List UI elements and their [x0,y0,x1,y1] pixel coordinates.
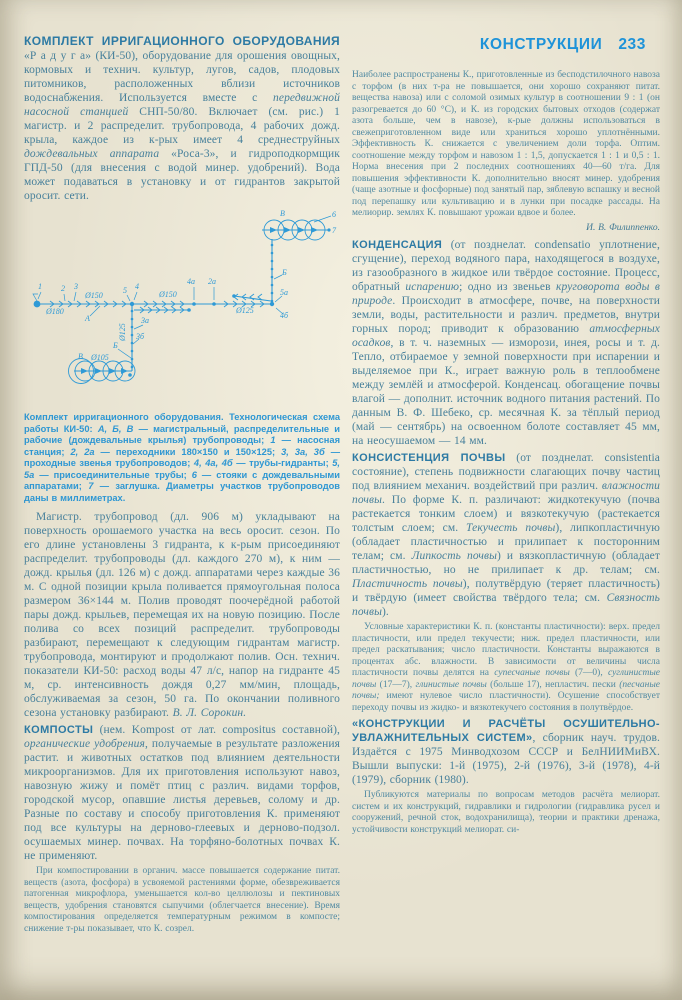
diagram-label-4b: 4б [280,311,289,320]
paragraph-naibolee: Наиболее распространены К., приготовленные из бесподстилочного навоза с торфом (в них т-ра не повышается, они хорошо сохраняют питат. вещества навоза) или с соломой озимых культур в соотношении 9 : 1 (он разогревается до 60 °С), и К. из городских бытовых отходов (содержат азота больше, чем в навозе), к-рые должны использоваться в свежеприготовленном виде или храниться хорошо уплотнёнными. Эффективность К. снижается с увеличением доли торфа. Оптим. соотношение между торфом и навозом 1 : 1,5, допускается 1 : 1 и 0,5 : 1. Норма внесения при 2 последних соотношениях 40—60 т/га. Для повышения эффективности К. дополнительно вносят минер. удобрения (чаще азотные и фосфорные) под занятый пар, зяблевую вспашку и весной под перепашку или культивацию и в лунки при посадке рассады. На мелиорир. землях К. повышают урожаи вдвое и более. [352,70,661,218]
article-kondensaciya: КОНДЕНСАЦИЯ (от позднелат. condensatio уплотнение, сгущение), переход водяного пара, находящегося в воздухе, из газообразного в жидкое или твёрдое состояние. Процесс, обратный испарению; одно из звеньев круговорота воды в природе. Происходит в атмосфере, почве, на поверхности земли, воды, растительности и различ. предметов, внутри горных пород; приводит к образованию атмосферных осадков, в т. ч. наземных — изморози, инея, росы и т. д. Тепло, отбираемое у земной поверхности при испарении и выделяемое при К., играет важную роль в теплообмене между землёй и атмосферой. Конденсац. обогащение почвы влагой — дополнит. источник водного питания растений. По данным В. Ф. Шебеко, ср. месячная К. за тёплый период (май — сентябрь) на освоенном болоте составляет 45 мм, на неосушаемом — 14 мм. [352,239,661,447]
diagram-label-d150-left: Ø150 [85,291,103,300]
running-head [352,36,660,54]
diagram-label-v-upper: В [280,209,285,218]
paragraph-publikuyutsya: Публикуются материалы по вопросам методов расчёта мелиорат. систем и их конструкций, гидравлики и гидрологии (гидравлика русел и сооружений, речной сток, водохранилища), теории и практики дренажа, устойчивости конструкций мелиорат. си- [352,790,660,835]
diagram-label-d125-vert: Ø125 [118,323,127,341]
diagram-label-2a: 2а [208,277,216,286]
diagram-label-v-lower: В [78,352,83,361]
diagram-label-3: 3 [74,282,78,291]
right-column [352,34,660,938]
diagram-label-3b: 3б [136,332,145,341]
diagram-label-d125-main: Ø125 [236,306,254,315]
article-konstrukcii: «КОНСТРУКЦИИ И РАСЧЁТЫ ОСУШИТЕЛЬНО-УВЛАЖНИТЕЛЬНЫХ СИСТЕМ», сборник науч. трудов. Издаётся с 1975 Минводхозом СССР и БелНИИМиВХ. Вышли выпуски: 1-й (1975), 2-й (1976), 3-й (1978), 4-й (1979), сборник (1980). [352,718,660,786]
diagram-label-2: 2 [61,284,65,293]
pump-station-node [34,301,41,308]
diagram-label-pump: 1 [38,282,42,291]
irrigation-diagram [24,209,340,405]
signature-filippenko: И. В. Филиппенко. [586,222,660,233]
diagram-label-7: 7 [332,226,336,235]
page-number: 233 [618,36,646,53]
diagram-label-d150-mid: Ø150 [159,290,177,299]
diagram-label-d180: Ø180 [46,307,64,316]
diagram-label-b-lower: Б [113,341,118,350]
article-komposty: КОМПОСТЫ (нем. Kompost от лат. compositus составной), органические удобрения, получаемые в результате разложения растит. и животных остатков под влиянием деятельности микроорганизмов. Для их приготовления используют навоз, навозную жижу и помёт птиц с различ. видами торфов, городской мусор, опавшие листья деревьев, солому и др. Разные по составу и способу приготовления К. применяют под все культуры на дерново-глеевых и дерново-подзол. осушаемых минер. почвах. На торфяно-болотных почвах К. не применяют. [24,724,340,862]
irrigation-figure [24,209,340,504]
diagram-label-4: 4 [135,282,139,291]
diagram-label-3a: 3а [141,316,149,325]
article-konsistenciya: КОНСИСТЕНЦИЯ ПОЧВЫ (от позднелат. consistentia состояние), степень подвижности слагающих почву частиц под влиянием механич. воздействий при различ. влажности почвы. По форме К. п. различают: жидкотекучую (почва растекается тонким слоем) и вязкотекучую (растекается толстым слоем; см. Текучесть почвы), липкопластичную (обладает пластичностью и прилипает к посторонним телам; см. Липкость почвы) и вязкопластичную (обладает пластичностью, но не прилипает к др. телам; см. Пластичность почвы), полутвёрдую (теряет пластичность) и твёрдую (имеет свойства твёрдого тела; см. Связность почвы). [352,452,660,618]
page-content [24,34,660,938]
diagram-label-4a: 4а [187,277,195,286]
running-head-title: КОНСТРУКЦИИ [479,36,603,53]
paragraph-kompostirovanie: При компостировании в органич. массе повышается содержание питат. веществ (азота, фосфора) в усвояемой растениями форме, обезвреживается патогенная микрофлора, уменьшается кол-во целлюлозы и пектиновых веществ, удобрения становятся сыпучими (облегчается внесение). Время компостирования определяется температурным режимом в компосте; снижение т-ры показывает, что К. созрел. [24,866,340,934]
diagram-label-5a: 5а [280,288,288,297]
paragraph-magistral: Магистр. трубопровод (дл. 906 м) укладывают на поверхность орошаемого участка на весь оросит. сезон. По его длине установлены 3 гидранта, к к-рым присоединяют распределит. трубопроводы (дл. каждого 270 м), к ним — дожд. крылья (дл. 126 м) с дожд. аппаратами через каждые 36 м. С одной позиции крыла поливается прямоугольная полоса размером 36×144 м. Полив проводят поочерёдной работой пары дожд. крыльев, перемещая их на новую позицию. После полива со всех позиций распределит. трубопроводы разбирают, перемещают к следующим гидрантам магистр. трубопровода, монтируют и продолжают полив. Осн. технич. показатели КИ-50: расход воды 47 л/с, напор на гидранте 45 м, ср. интенсивность дождя 0,27 мм/мин, площадь, обслуживаемая за сезон, 50 га. По окончании поливного сезона установку разбирают. В. Л. Сорокин. [24,511,340,719]
diagram-label-d105: Ø105 [91,353,109,362]
diagram-label-a: А [85,314,90,323]
diagram-label-6: 6 [332,210,336,219]
article-komplekt: КОМПЛЕКТ ИРРИГАЦИОННОГО ОБОРУДОВАНИЯ «Р а д у г а» (КИ-50), оборудование для орошения овощных, кормовых и технич. культур, лугов, садов, плодовых питомников, расположенных вблизи источников водоснабжения. Используется вместе с передвижной насосной станцией СНП-50/80. Включает (см. рис.) 1 магистр. и 2 распределит. трубопровода, 4 рабочих дожд. крыла, каждое из к-рых имеет 4 среднеструйных дождевальных аппарата «Роса-3», и гидроподкормщик ГПД-50 (для внесения с водой минер. удобрений). Вода может подаваться в установку и от гидрантов закрытой оросит. сети. [24,34,340,202]
figure-caption: Комплект ирригационного оборудования. Технологическая схема работы КИ-50: А, Б, В — магистральный, распределительные и рабочие (дождевальные крылья) трубопроводы; 1 — насосная станция; 2, 2а — переходники 180×150 и 150×125; 3, 3а, 3б — проходные звенья трубопроводов; 4, 4а, 4б — трубы-гидранты; 5, 5а — присоединительные трубы; 6 — стояки с дождевальными аппаратами; 7 — заглушка. Диаметры участков трубопроводов даны в миллиметрах. [24,412,341,503]
diagram-label-5: 5 [123,286,127,295]
paragraph-uslovnye: Условные характеристики К. п. (константы пластичности): верх. предел пластичности, или предел текучести; ниж. предел пластичности, или предел раскатывания; число пластичности. Константы выражаются в процентах абс. влажности. В зависимости от величины числа пластичности почвы делятся на супесчаные почвы (7—0), суглинистые почвы (17—7), глинистые почвы (больше 17), непластич. пески (песчаные почвы; имеют нулевое число пластичности). Осушение способствует переходу почвы из жидко- и вязкотекучего состояния в полутвёрдое. [352,622,660,713]
diagram-label-b-upper: Б [282,268,287,277]
left-column [24,34,340,938]
